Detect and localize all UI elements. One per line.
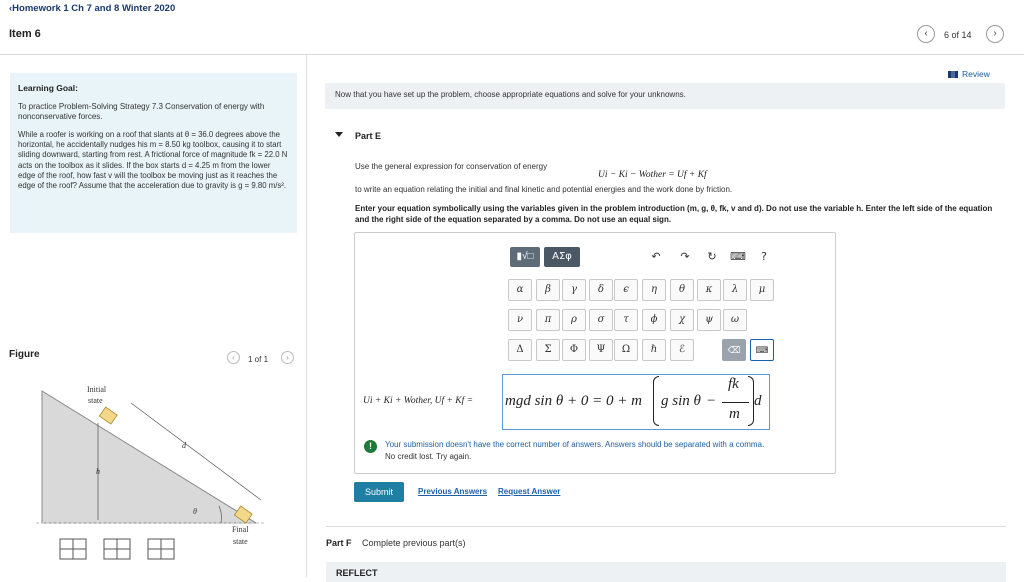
part-f-separator <box>326 526 1006 527</box>
final-state-label-2: state <box>233 537 248 546</box>
greek-key[interactable]: α <box>508 279 532 301</box>
answer-denominator: m <box>729 406 740 422</box>
answer-numerator: fk <box>728 376 739 392</box>
conservation-equation: Ui − Ki − Wother = Uf + Kf <box>598 170 707 180</box>
figure-heading: Figure <box>9 349 40 360</box>
greek-key[interactable]: β <box>536 279 560 301</box>
previous-answers-link[interactable]: Previous Answers <box>418 487 488 496</box>
greek-key[interactable]: Φ <box>562 339 586 361</box>
assignment-back-link[interactable]: ‹Homework 1 Ch 7 and 8 Winter 2020 <box>9 3 176 14</box>
redo-icon[interactable]: ↷ <box>680 250 690 263</box>
toolbox-initial <box>99 407 117 424</box>
reflect-heading: REFLECT <box>326 562 1006 582</box>
backspace-icon[interactable]: ⌫ <box>722 339 746 361</box>
greek-key[interactable]: ρ <box>562 309 586 331</box>
request-answer-link[interactable]: Request Answer <box>498 487 561 496</box>
greek-key[interactable]: κ <box>697 279 721 301</box>
figure-next-button[interactable] <box>281 351 294 364</box>
greek-key[interactable]: Ψ <box>589 339 613 361</box>
feedback-subtext: No credit lost. Try again. <box>385 452 472 461</box>
next-item-button[interactable] <box>986 25 1004 43</box>
answer-trailing: d <box>754 393 762 409</box>
greek-key[interactable]: η <box>642 279 666 301</box>
learning-goal-heading: Learning Goal: <box>18 83 78 93</box>
initial-state-label: Initial <box>87 385 107 394</box>
top-bar <box>0 0 1024 55</box>
alert-icon: ! <box>364 440 377 453</box>
reset-icon[interactable]: ↻ <box>707 250 717 263</box>
templates-button[interactable]: ▮√□ <box>510 247 540 267</box>
chevron-down-icon[interactable] <box>335 132 343 137</box>
greek-key[interactable]: ℏ <box>642 339 666 361</box>
chevron-left-icon: ‹ <box>924 28 928 39</box>
problem-statement: While a roofer is working on a roof that slants at θ = 36.0 degrees above the horizontal, he accidentally nudges his m = 8.50 kg toolbox, causing it to start sliding downward, starting from rest. A frictional force of magnitude fk = 22.0 N acts on the toolbox as it slides. If the box starts d = 4.25 m from the lower edge of the roof, how fast v will the toolbox be moving just as it reaches the edge of the roof? Assume that the acceleration due to gravity is g = 9.80 m/s². <box>18 130 288 191</box>
greek-key[interactable]: γ <box>562 279 586 301</box>
answer-inner: g sin θ <box>661 393 701 409</box>
review-link[interactable] <box>948 69 990 79</box>
part-e-title[interactable]: Part E <box>355 131 382 141</box>
greek-key[interactable]: θ <box>670 279 694 301</box>
item-title: Item 6 <box>9 28 41 40</box>
roof-figure <box>36 378 268 577</box>
review-label: Review <box>962 69 990 79</box>
greek-key[interactable]: ℰ <box>670 339 694 361</box>
chevron-right-icon: › <box>286 353 289 362</box>
answer-fraction-bar <box>722 402 749 403</box>
use-general-text: Use the general expression for conservation of energy <box>355 162 548 171</box>
to-write-text: to write an equation relating the initial and final kinetic and potential energies and the work done by friction. <box>355 185 733 194</box>
greek-key[interactable]: μ <box>750 279 774 301</box>
keyboard-toggle-icon[interactable]: ⌨ <box>750 339 774 361</box>
enter-instructions: Enter your equation symbolically using the variables given in the problem introduction (m, g, θ, fk, v and d). Do not use the variable h. Enter the left side of the equation and the right side of the equation separated by a comma. Do not use an equal sign. <box>355 204 993 224</box>
help-button[interactable]: ? <box>761 250 767 263</box>
answer-left-bracket <box>653 376 659 426</box>
column-divider <box>306 55 307 577</box>
answer-minus: − <box>707 393 716 409</box>
keyboard-icon[interactable]: ⌨ <box>730 250 746 263</box>
h-label: h <box>96 467 100 476</box>
equation-label: Ui + Ki + Wother, Uf + Kf = <box>363 396 474 406</box>
chevron-right-icon: › <box>993 28 997 39</box>
learning-goal-text: To practice Problem-Solving Strategy 7.3 Conservation of energy with nonconservative forces. <box>18 102 265 121</box>
final-state-label: Final <box>232 525 249 534</box>
greek-key[interactable]: χ <box>670 309 694 331</box>
figure-counter: 1 of 1 <box>248 355 269 364</box>
greek-key[interactable]: Ω <box>614 339 638 361</box>
greek-symbols-button[interactable]: ΑΣφ <box>544 247 580 267</box>
submit-button[interactable]: Submit <box>354 482 404 502</box>
greek-key[interactable]: δ <box>589 279 613 301</box>
greek-key[interactable]: λ <box>723 279 747 301</box>
initial-state-label-2: state <box>88 396 103 405</box>
undo-icon[interactable]: ↶ <box>651 250 661 263</box>
greek-key[interactable]: ϕ <box>642 309 666 331</box>
roof-shape <box>42 391 256 523</box>
answer-left-part: mgd sin θ + 0 = 0 + m <box>505 393 642 409</box>
greek-key[interactable]: Σ <box>536 339 560 361</box>
greek-key[interactable]: τ <box>614 309 638 331</box>
assignment-back-label: Homework 1 Ch 7 and 8 Winter 2020 <box>12 3 176 14</box>
part-f-title[interactable]: Part F <box>326 538 352 548</box>
chevron-left-icon: ‹ <box>232 353 235 362</box>
review-icon <box>948 71 958 78</box>
theta-label: θ <box>193 507 197 516</box>
greek-key[interactable]: ν <box>508 309 532 331</box>
part-f-subtitle: Complete previous part(s) <box>362 538 466 548</box>
instructions-bar: Now that you have set up the problem, choose appropriate equations and solve for your unknowns. <box>325 83 1005 109</box>
greek-key[interactable]: ϵ <box>614 279 638 301</box>
greek-key[interactable]: π <box>536 309 560 331</box>
prev-item-button[interactable] <box>917 25 935 43</box>
greek-key[interactable]: Δ <box>508 339 532 361</box>
greek-key[interactable]: σ <box>589 309 613 331</box>
d-label: d <box>182 441 186 450</box>
greek-key[interactable]: ψ <box>697 309 721 331</box>
figure-prev-button[interactable] <box>227 351 240 364</box>
page-counter: 6 of 14 <box>944 30 972 40</box>
house-windows <box>60 539 174 559</box>
learning-goal-box <box>10 73 297 233</box>
greek-key[interactable]: ω <box>723 309 747 331</box>
feedback-text: Your submission doesn't have the correct number of answers. Answers should be separated with a comma. <box>385 440 765 449</box>
